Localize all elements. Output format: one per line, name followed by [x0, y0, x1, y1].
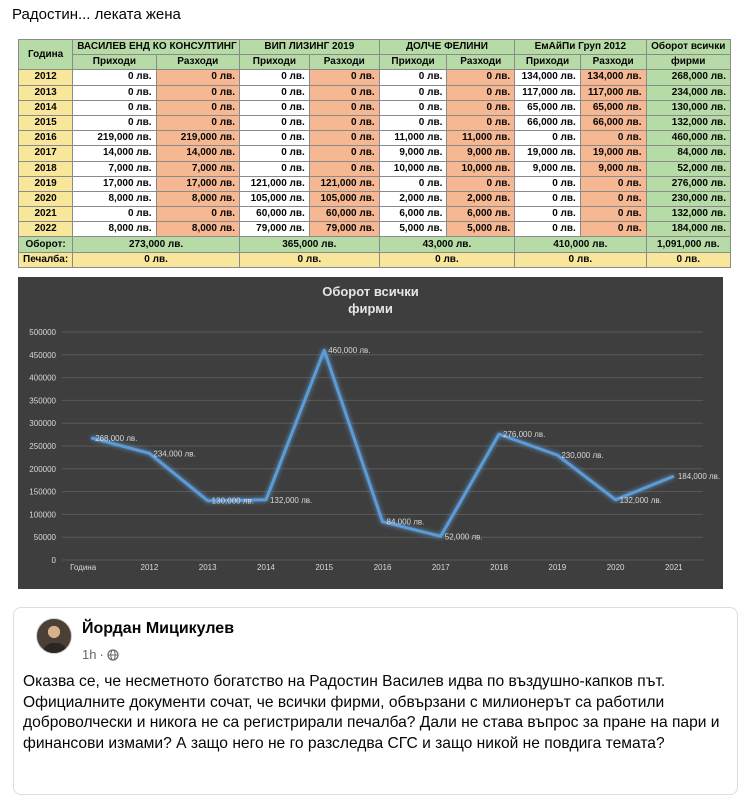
- table-row: [19, 161, 731, 176]
- income-cell: 66,000 лв.: [515, 115, 581, 130]
- profit-value: 0 лв.: [240, 252, 380, 267]
- income-cell: 0 лв.: [240, 146, 310, 161]
- turnover-value: 365,000 лв.: [240, 237, 380, 252]
- total-cell: 460,000 лв.: [646, 131, 731, 146]
- data-label: 230,000 лв.: [561, 451, 604, 461]
- y-tick-label: 350000: [29, 396, 56, 406]
- total-header: Оборот всички: [646, 40, 731, 55]
- income-cell: 0 лв.: [73, 115, 156, 130]
- profit-value: 0 лв.: [73, 252, 240, 267]
- expense-header: Разходи: [156, 55, 239, 70]
- income-cell: 0 лв.: [379, 176, 447, 191]
- y-tick-label: 100000: [29, 510, 56, 520]
- year-cell: 2015: [19, 115, 73, 130]
- income-cell: 117,000 лв.: [515, 85, 581, 100]
- turnover-line-chart: [18, 277, 723, 589]
- income-cell: 0 лв.: [73, 85, 156, 100]
- expense-cell: 0 лв.: [580, 207, 646, 222]
- expense-cell: 7,000 лв.: [156, 161, 239, 176]
- table-row: [19, 131, 731, 146]
- x-tick-label: 2015: [315, 563, 334, 572]
- data-label: 84,000 лв.: [386, 517, 425, 527]
- expense-cell: 134,000 лв.: [580, 70, 646, 85]
- income-cell: 5,000 лв.: [379, 222, 447, 237]
- x-axis-label: Година: [70, 563, 97, 572]
- income-cell: 17,000 лв.: [73, 176, 156, 191]
- table-row: [19, 146, 731, 161]
- income-cell: 0 лв.: [240, 115, 310, 130]
- company-header: ДОЛЧЕ ФЕЛИНИ: [379, 40, 515, 55]
- expense-cell: 0 лв.: [156, 85, 239, 100]
- income-cell: 9,000 лв.: [515, 161, 581, 176]
- table-row: [19, 222, 731, 237]
- data-label: 184,000 лв.: [677, 472, 721, 482]
- expense-cell: 11,000 лв.: [447, 131, 515, 146]
- x-tick-label: 2018: [490, 563, 508, 572]
- profit-value: 0 лв.: [379, 252, 515, 267]
- expense-cell: 0 лв.: [309, 70, 379, 85]
- total-cell: 230,000 лв.: [646, 191, 731, 206]
- income-cell: 9,000 лв.: [379, 146, 447, 161]
- y-tick-label: 400000: [29, 373, 56, 383]
- y-tick-label: 250000: [29, 442, 56, 451]
- post-meta: [82, 647, 119, 662]
- x-tick-label: 2016: [373, 563, 392, 572]
- turnover-label: Оборот:: [19, 237, 73, 252]
- year-cell: 2012: [19, 70, 73, 85]
- expense-cell: 14,000 лв.: [156, 146, 239, 161]
- total-cell: 84,000 лв.: [646, 146, 731, 161]
- income-cell: 8,000 лв.: [73, 191, 156, 206]
- chart-canvas: [18, 277, 723, 589]
- expense-cell: 0 лв.: [447, 176, 515, 191]
- year-cell: 2014: [19, 100, 73, 115]
- table-header-row: [19, 40, 731, 55]
- data-label: 132,000 лв.: [269, 495, 313, 505]
- profit-label: Печалба:: [19, 252, 73, 267]
- expense-cell: 0 лв.: [156, 70, 239, 85]
- expense-cell: 105,000 лв.: [309, 191, 379, 206]
- y-tick-label: 450000: [29, 350, 56, 360]
- income-cell: 8,000 лв.: [73, 222, 156, 237]
- expense-cell: 19,000 лв.: [580, 146, 646, 161]
- income-cell: 7,000 лв.: [73, 161, 156, 176]
- profit-total: 0 лв.: [646, 252, 731, 267]
- table-subheader-row: [19, 55, 731, 70]
- expense-header: Разходи: [309, 55, 379, 70]
- expense-cell: 219,000 лв.: [156, 131, 239, 146]
- expense-cell: 0 лв.: [580, 176, 646, 191]
- chart-title: фирми: [348, 301, 393, 316]
- y-tick-label: 0: [51, 556, 56, 565]
- meta-separator: ·: [99, 647, 104, 662]
- expense-cell: 0 лв.: [447, 85, 515, 100]
- total-cell: 276,000 лв.: [646, 176, 731, 191]
- expense-cell: 0 лв.: [580, 131, 646, 146]
- post-card: [13, 607, 738, 795]
- income-cell: 2,000 лв.: [379, 191, 447, 206]
- company-header: ЕмАйПи Груп 2012: [515, 40, 646, 55]
- author-name[interactable]: Йордан Мицикулев: [82, 620, 235, 637]
- income-cell: 0 лв.: [240, 70, 310, 85]
- year-cell: 2017: [19, 146, 73, 161]
- table-row: [19, 115, 731, 130]
- income-cell: 0 лв.: [379, 70, 447, 85]
- total-cell: 132,000 лв.: [646, 207, 731, 222]
- income-cell: 0 лв.: [379, 115, 447, 130]
- expense-cell: 79,000 лв.: [309, 222, 379, 237]
- expense-cell: 0 лв.: [447, 100, 515, 115]
- income-header: Приходи: [515, 55, 581, 70]
- x-tick-label: 2021: [664, 563, 683, 572]
- year-cell: 2016: [19, 131, 73, 146]
- income-cell: 14,000 лв.: [73, 146, 156, 161]
- expense-cell: 6,000 лв.: [447, 207, 515, 222]
- data-label: 130,000 лв.: [211, 496, 254, 506]
- income-cell: 0 лв.: [240, 131, 310, 146]
- series-line: [91, 350, 674, 536]
- income-header: Приходи: [379, 55, 447, 70]
- y-tick-label: 300000: [29, 419, 56, 429]
- data-label: 268,000 лв.: [95, 433, 138, 443]
- income-cell: 11,000 лв.: [379, 131, 447, 146]
- income-cell: 65,000 лв.: [515, 100, 581, 115]
- expense-cell: 5,000 лв.: [447, 222, 515, 237]
- post-text: Оказва се, че несметното богатство на Радостин Василев идва по въздушно-капков път. Официалните документи сочат, че всички фирми, обвързани с милионерът са работили доброволчески и никога не са регистрирали печалба? Дали не става въпрос за пране на пари и финансови измами? А защо него не го разследва СГС и защо никой не повдига темата?: [23, 673, 720, 752]
- expense-cell: 8,000 лв.: [156, 222, 239, 237]
- expense-header: Разходи: [447, 55, 515, 70]
- year-cell: 2022: [19, 222, 73, 237]
- turnover-value: 410,000 лв.: [515, 237, 646, 252]
- y-tick-label: 150000: [29, 487, 56, 497]
- total-cell: 132,000 лв.: [646, 115, 731, 130]
- income-cell: 0 лв.: [73, 100, 156, 115]
- income-cell: 0 лв.: [515, 222, 581, 237]
- income-cell: 60,000 лв.: [240, 207, 310, 222]
- x-tick-label: 2017: [431, 563, 450, 572]
- expense-cell: 9,000 лв.: [447, 146, 515, 161]
- turnover-row: [19, 237, 731, 252]
- y-tick-label: 200000: [29, 464, 56, 474]
- y-tick-label: 500000: [29, 328, 56, 337]
- x-tick-label: 2012: [140, 563, 159, 572]
- data-label: 276,000 лв.: [503, 430, 546, 440]
- income-cell: 6,000 лв.: [379, 207, 447, 222]
- income-cell: 0 лв.: [240, 85, 310, 100]
- chart-title: Оборот всички: [322, 284, 419, 299]
- data-label: 52,000 лв.: [444, 532, 483, 542]
- expense-cell: 8,000 лв.: [156, 191, 239, 206]
- avatar[interactable]: [36, 618, 72, 654]
- year-cell: 2021: [19, 207, 73, 222]
- company-header: ВИП ЛИЗИНГ 2019: [240, 40, 380, 55]
- expense-cell: 0 лв.: [580, 222, 646, 237]
- globe-icon[interactable]: [107, 649, 119, 661]
- post-time[interactable]: 1h: [82, 647, 97, 662]
- total-cell: 184,000 лв.: [646, 222, 731, 237]
- year-cell: 2020: [19, 191, 73, 206]
- income-header: Приходи: [73, 55, 156, 70]
- expense-cell: 10,000 лв.: [447, 161, 515, 176]
- expense-cell: 0 лв.: [309, 85, 379, 100]
- expense-cell: 17,000 лв.: [156, 176, 239, 191]
- y-tick-label: 50000: [33, 533, 56, 543]
- expense-header: Разходи: [580, 55, 646, 70]
- income-cell: 0 лв.: [515, 191, 581, 206]
- expense-cell: 0 лв.: [156, 100, 239, 115]
- table-row: [19, 85, 731, 100]
- table-row: [19, 70, 731, 85]
- x-tick-label: 2020: [606, 563, 625, 572]
- expense-cell: 65,000 лв.: [580, 100, 646, 115]
- expense-cell: 0 лв.: [309, 161, 379, 176]
- year-header: Година: [19, 40, 73, 70]
- expense-cell: 66,000 лв.: [580, 115, 646, 130]
- year-cell: 2018: [19, 161, 73, 176]
- expense-cell: 0 лв.: [309, 115, 379, 130]
- income-cell: 0 лв.: [379, 85, 447, 100]
- expense-cell: 0 лв.: [447, 115, 515, 130]
- turnover-value: 43,000 лв.: [379, 237, 515, 252]
- table-row: [19, 207, 731, 222]
- income-cell: 121,000 лв.: [240, 176, 310, 191]
- table-row: [19, 176, 731, 191]
- total-header: фирми: [646, 55, 731, 70]
- income-cell: 219,000 лв.: [73, 131, 156, 146]
- data-label: 132,000 лв.: [619, 495, 662, 505]
- turnover-value: 273,000 лв.: [73, 237, 240, 252]
- total-cell: 234,000 лв.: [646, 85, 731, 100]
- income-cell: 0 лв.: [379, 100, 447, 115]
- expense-cell: 0 лв.: [156, 115, 239, 130]
- income-cell: 0 лв.: [515, 176, 581, 191]
- table-row: [19, 100, 731, 115]
- expense-cell: 0 лв.: [156, 207, 239, 222]
- total-cell: 52,000 лв.: [646, 161, 731, 176]
- year-cell: 2019: [19, 176, 73, 191]
- income-cell: 0 лв.: [73, 70, 156, 85]
- income-cell: 134,000 лв.: [515, 70, 581, 85]
- data-label: 234,000 лв.: [153, 449, 196, 459]
- expense-cell: 121,000 лв.: [309, 176, 379, 191]
- turnover-total: 1,091,000 лв.: [646, 237, 731, 252]
- profit-row: [19, 252, 731, 267]
- expense-cell: 60,000 лв.: [309, 207, 379, 222]
- expense-cell: 0 лв.: [309, 146, 379, 161]
- x-tick-label: 2013: [198, 563, 217, 572]
- total-cell: 268,000 лв.: [646, 70, 731, 85]
- table-row: [19, 191, 731, 206]
- x-tick-label: 2014: [257, 563, 275, 572]
- income-cell: 0 лв.: [240, 100, 310, 115]
- profit-value: 0 лв.: [515, 252, 646, 267]
- data-label: 460,000 лв.: [328, 346, 371, 356]
- income-cell: 0 лв.: [515, 131, 581, 146]
- company-header: ВАСИЛЕВ ЕНД КО КОНСУЛТИНГ: [73, 40, 240, 55]
- income-header: Приходи: [240, 55, 310, 70]
- total-cell: 130,000 лв.: [646, 100, 731, 115]
- income-cell: 0 лв.: [240, 161, 310, 176]
- income-cell: 10,000 лв.: [379, 161, 447, 176]
- income-cell: 0 лв.: [515, 207, 581, 222]
- year-cell: 2013: [19, 85, 73, 100]
- income-cell: 105,000 лв.: [240, 191, 310, 206]
- expense-cell: 0 лв.: [447, 70, 515, 85]
- income-cell: 0 лв.: [73, 207, 156, 222]
- income-cell: 19,000 лв.: [515, 146, 581, 161]
- finance-table: [18, 39, 731, 268]
- post-image[interactable]: [13, 36, 737, 606]
- expense-cell: 117,000 лв.: [580, 85, 646, 100]
- post-caption: Радостин... леката жена: [12, 6, 181, 23]
- expense-cell: 2,000 лв.: [447, 191, 515, 206]
- expense-cell: 9,000 лв.: [580, 161, 646, 176]
- expense-cell: 0 лв.: [309, 100, 379, 115]
- x-tick-label: 2019: [548, 563, 567, 572]
- expense-cell: 0 лв.: [580, 191, 646, 206]
- income-cell: 79,000 лв.: [240, 222, 310, 237]
- expense-cell: 0 лв.: [309, 131, 379, 146]
